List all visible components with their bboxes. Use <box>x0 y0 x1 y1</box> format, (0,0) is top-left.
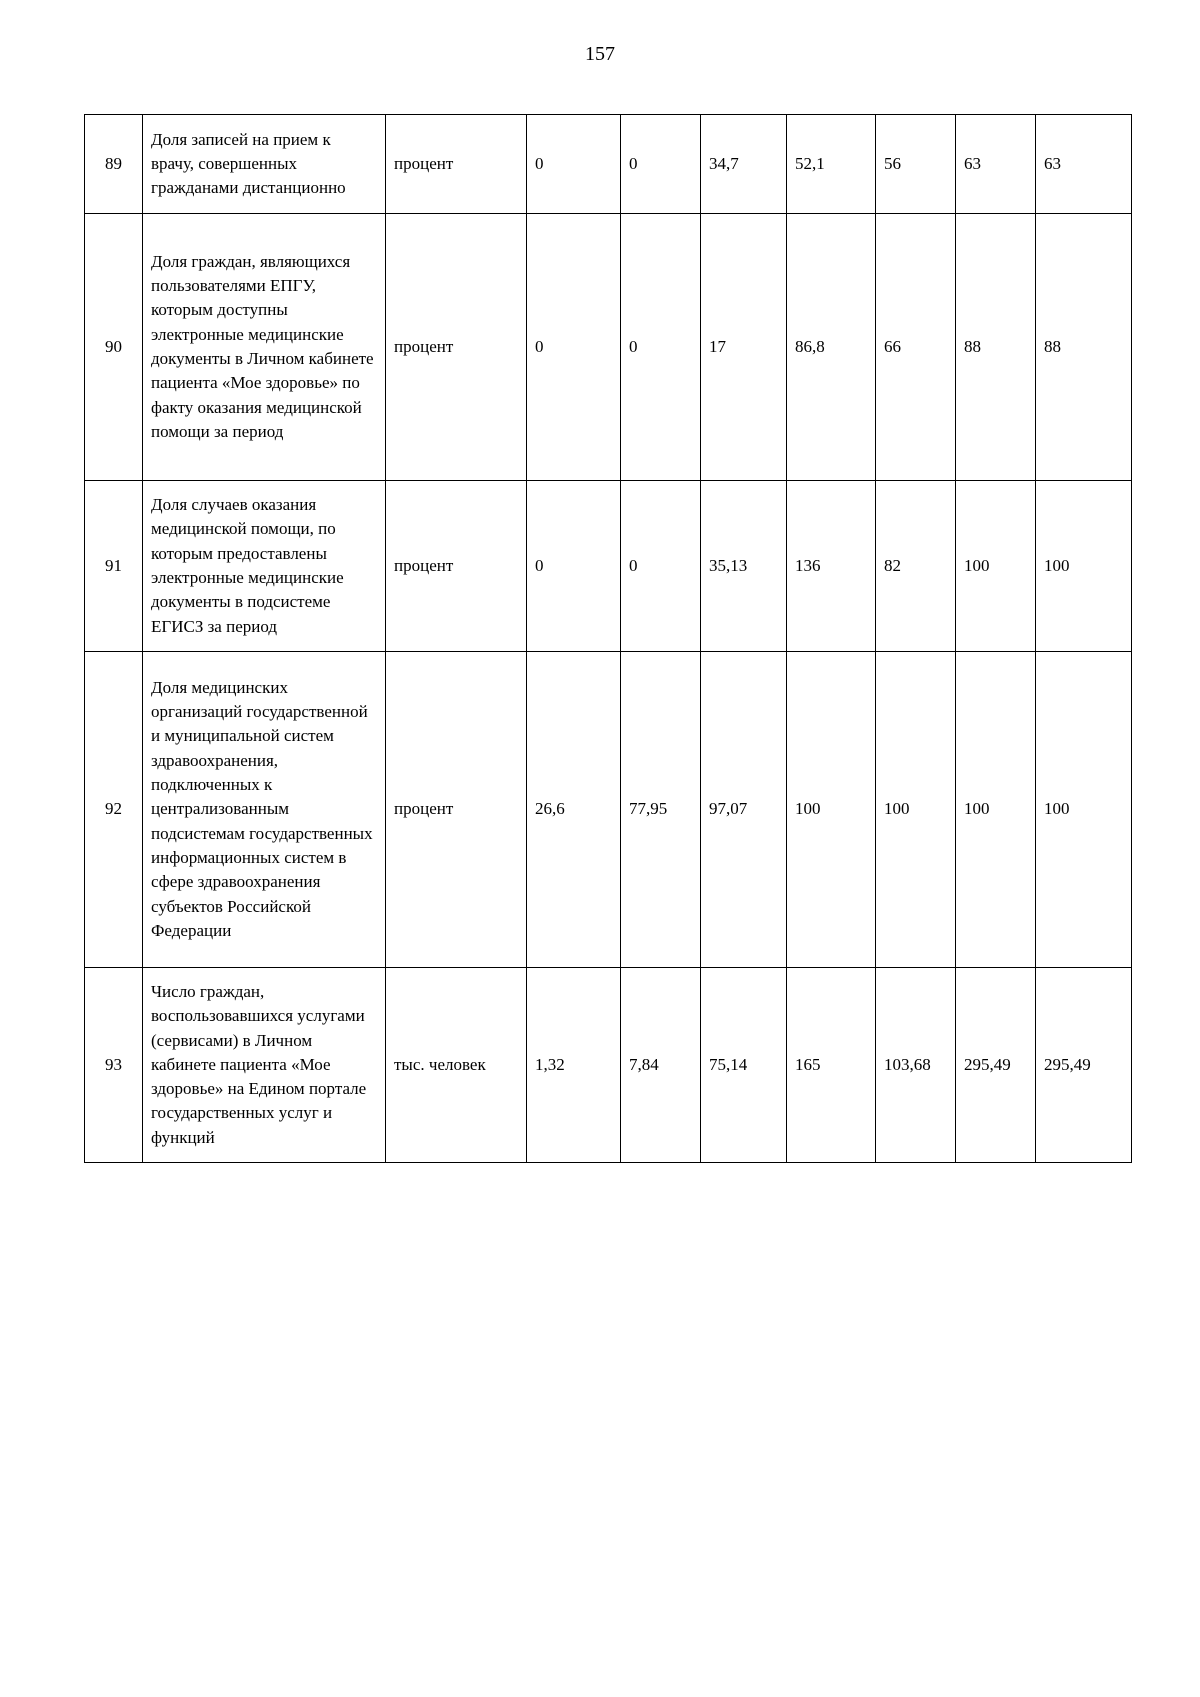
value-cell: 34,7 <box>701 115 787 214</box>
value-cell: 82 <box>876 481 956 652</box>
value-cell: 66 <box>876 214 956 481</box>
value-cell: 75,14 <box>701 968 787 1163</box>
value-cell: 88 <box>1036 214 1132 481</box>
unit-cell: процент <box>386 652 527 968</box>
value-cell: 88 <box>956 214 1036 481</box>
value-cell: 0 <box>527 115 621 214</box>
value-cell: 100 <box>956 652 1036 968</box>
value-cell: 100 <box>956 481 1036 652</box>
value-cell: 0 <box>621 214 701 481</box>
page-number: 157 <box>585 43 615 65</box>
row-number: 91 <box>85 481 143 652</box>
value-cell: 7,84 <box>621 968 701 1163</box>
value-cell: 136 <box>787 481 876 652</box>
value-cell: 100 <box>1036 481 1132 652</box>
value-cell: 26,6 <box>527 652 621 968</box>
table-row <box>85 481 1132 652</box>
value-cell: 77,95 <box>621 652 701 968</box>
table-row <box>85 652 1132 968</box>
value-cell: 0 <box>527 481 621 652</box>
value-cell: 0 <box>621 115 701 214</box>
value-cell: 100 <box>876 652 956 968</box>
value-cell: 63 <box>1036 115 1132 214</box>
value-cell: 295,49 <box>956 968 1036 1163</box>
value-cell: 100 <box>787 652 876 968</box>
value-cell: 0 <box>621 481 701 652</box>
value-cell: 103,68 <box>876 968 956 1163</box>
row-number: 93 <box>85 968 143 1163</box>
unit-cell: процент <box>386 115 527 214</box>
unit-cell: процент <box>386 214 527 481</box>
value-cell: 1,32 <box>527 968 621 1163</box>
indicator-name: Доля граждан, являющихся пользователями ЕПГУ, которым доступны электронные медицинские документы в Личном кабинете пациента «Мое здоровье» по факту оказания медицинской помощи за период <box>143 214 386 481</box>
table-row <box>85 214 1132 481</box>
value-cell: 35,13 <box>701 481 787 652</box>
value-cell: 56 <box>876 115 956 214</box>
indicator-name: Доля медицинских организаций государственной и муниципальной систем здравоохранения, подключенных к централизованным подсистемам государственных информационных систем в сфере здравоохранения субъектов Российской Федерации <box>143 652 386 968</box>
indicator-name: Число граждан, воспользовавшихся услугами (сервисами) в Личном кабинете пациента «Мое здоровье» на Едином портале государственных услуг и функций <box>143 968 386 1163</box>
indicator-name: Доля записей на прием к врачу, совершенных гражданами дистанционно <box>143 115 386 214</box>
value-cell: 0 <box>527 214 621 481</box>
value-cell: 165 <box>787 968 876 1163</box>
value-cell: 295,49 <box>1036 968 1132 1163</box>
value-cell: 17 <box>701 214 787 481</box>
indicator-name: Доля случаев оказания медицинской помощи, по которым предоставлены электронные медицинские документы в подсистеме ЕГИСЗ за период <box>143 481 386 652</box>
value-cell: 52,1 <box>787 115 876 214</box>
value-cell: 97,07 <box>701 652 787 968</box>
table-row <box>85 968 1132 1163</box>
value-cell: 63 <box>956 115 1036 214</box>
indicators-table <box>84 114 1132 1163</box>
row-number: 90 <box>85 214 143 481</box>
value-cell: 86,8 <box>787 214 876 481</box>
value-cell: 100 <box>1036 652 1132 968</box>
row-number: 92 <box>85 652 143 968</box>
unit-cell: процент <box>386 481 527 652</box>
row-number: 89 <box>85 115 143 214</box>
unit-cell: тыс. человек <box>386 968 527 1163</box>
table-row <box>85 115 1132 214</box>
